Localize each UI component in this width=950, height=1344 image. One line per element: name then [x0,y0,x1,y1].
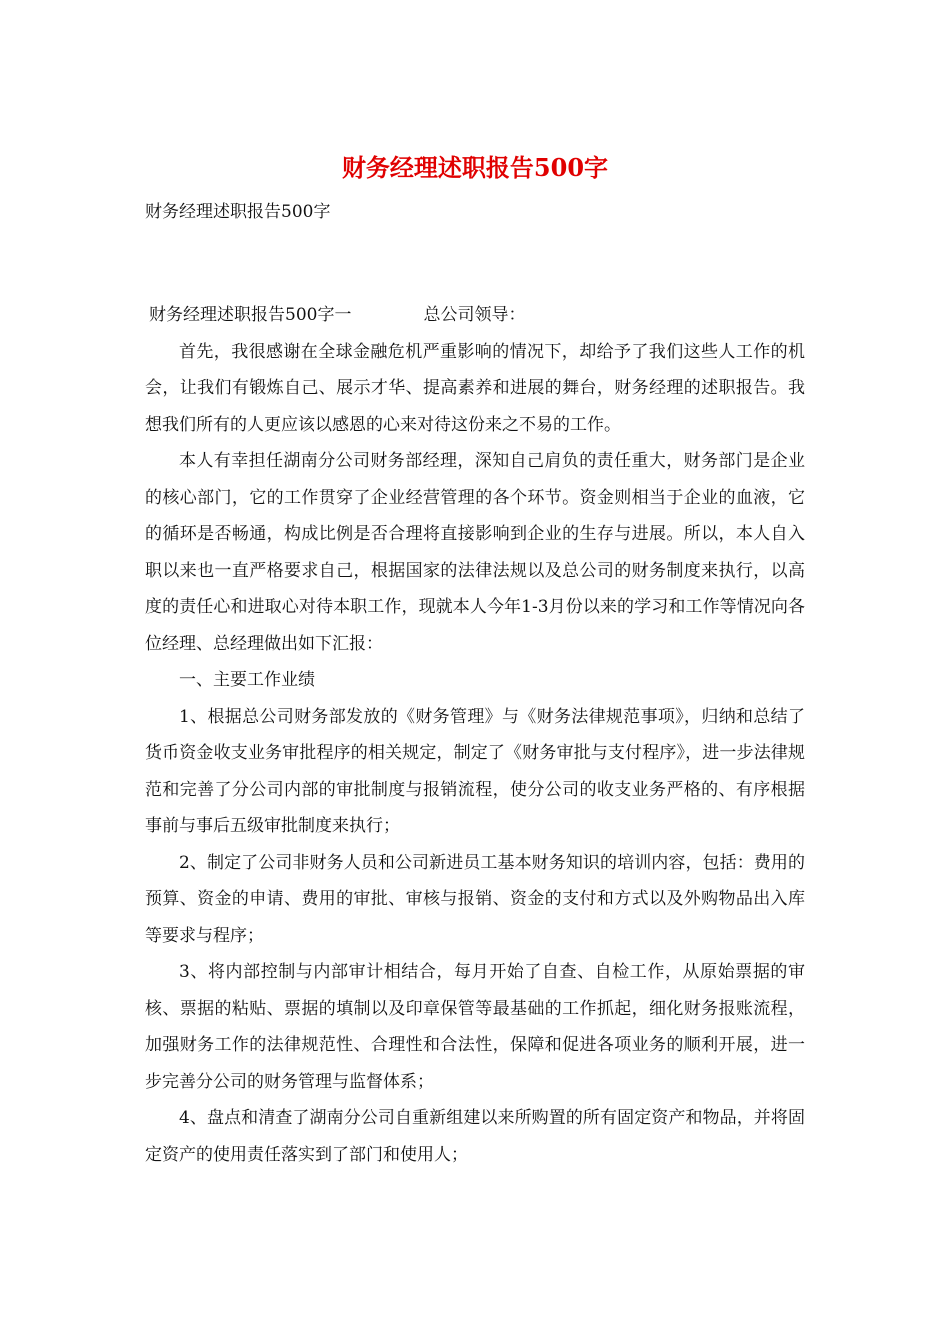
document-title: 财务经理述职报告500字 [341,153,609,182]
salutation: 总公司领导： [423,305,526,325]
list-item: 2、制定了公司非财务人员和公司新进员工基本财务知识的培训内容，包括：费用的预算、资金的申请、费用的审批、审核与报销、资金的支付和方式以及外购物品出入库等要求与程序； [145,852,805,946]
document-subtitle: 财务经理述职报告500字 [145,202,331,222]
list-item: 3、将内部控制与内部审计相结合，每月开始了自查、自检工作，从原始票据的审核、票据的粘贴、票据的填制以及印章保管等最基础的工作抓起，细化财务报账流程，加强财务工作的法律规范性、合理性和合法性，保障和促进各项业务的顺利开展，进一步完善分公司的财务管理与监督体系； [145,962,805,1092]
list-item: 4、盘点和清查了湖南分公司自重新组建以来所购置的所有固定资产和物品，并将固定资产的使用责任落实到了部门和使用人； [145,1108,805,1165]
list-item: 1、根据总公司财务部发放的《财务管理》与《财务法律规范事项》，归纳和总结了货币资金收支业务审批程序的相关规定，制定了《财务审批与支付程序》，进一步法律规范和完善了分公司内部的审批制度与报销流程，使分公司的收支业务严格的、有序根据事前与事后五级审批制度来执行； [145,706,805,836]
intro-heading: 财务经理述职报告500字一 [149,305,352,325]
intro-line [145,297,805,334]
paragraph-role: 本人有幸担任湖南分公司财务部经理，深知自己肩负的责任重大，财务部门是企业的核心部门，它的工作贯穿了企业经营管理的各个环节。资金则相当于企业的血液，它的循环是否畅通，构成比例是否合理将直接影响到企业的生存与进展。所以，本人自入职以来也一直严格要求自己，根据国家的法律法规以及总公司的财务制度来执行，以高度的责任心和进取心对待本职工作，现就本人今年1-3月份以来的学习和工作等情况向各位经理、总经理做出如下汇报： [145,451,805,654]
document-body [145,297,805,1173]
section-heading: 一、主要工作业绩 [179,670,315,690]
paragraph-thanks: 首先，我很感谢在全球金融危机严重影响的情况下，却给予了我们这些人工作的机会，让我们有锻炼自己、展示才华、提高素养和进展的舞台，财务经理的述职报告。我想我们所有的人更应该以感恩的心来对待这份来之不易的工作。 [145,341,805,435]
